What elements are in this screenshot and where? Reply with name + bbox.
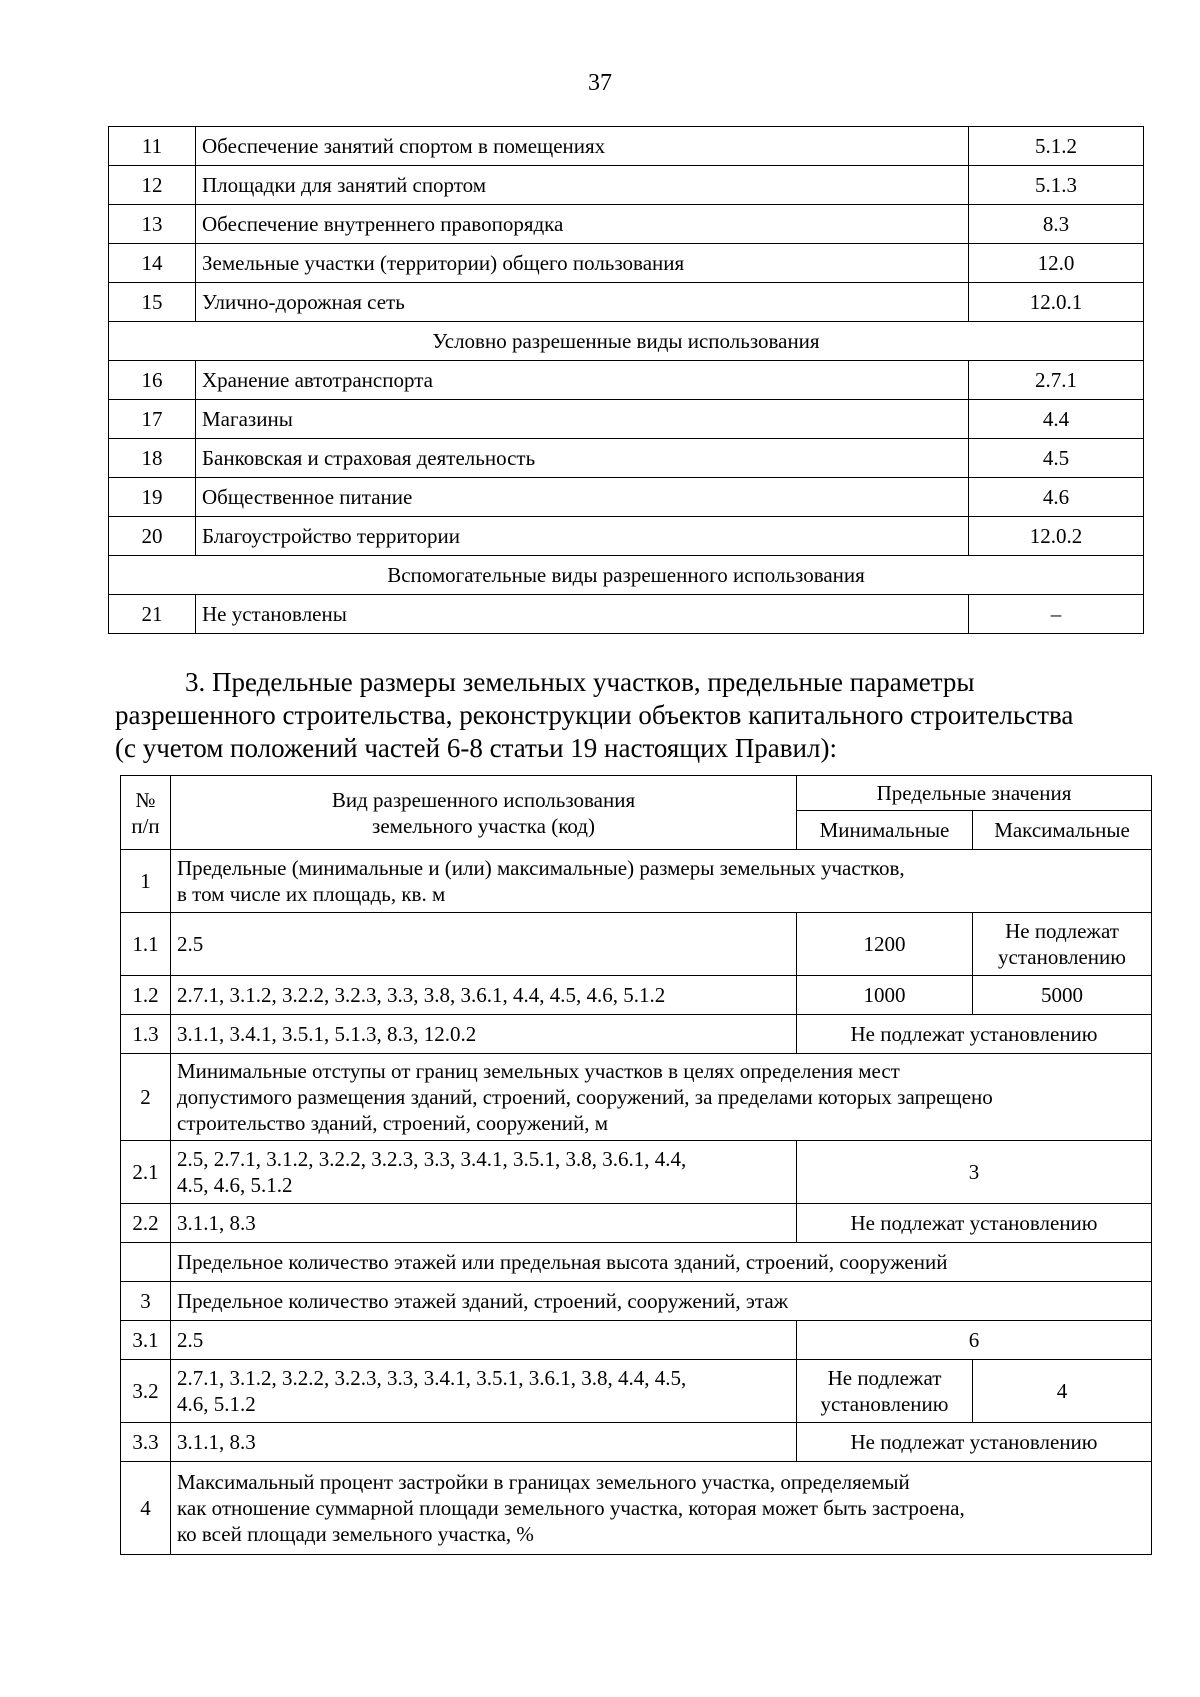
text-line: 2.7.1, 3.1.2, 3.2.2, 3.2.3, 3.3, 3.4.1, 3.5.1, 3.6.1, 3.8, 4.4, 4.5, — [177, 1366, 687, 1390]
text-line: в том числе их площадь, кв. м — [177, 882, 446, 906]
header-number-line: № — [135, 787, 156, 812]
min-value: 1000 — [797, 976, 973, 1015]
header-min: Минимальные — [797, 811, 973, 850]
header-limits: Предельные значения — [797, 776, 1152, 811]
use-name: Магазины — [196, 400, 969, 439]
header-type-line: Вид разрешенного использования — [331, 787, 636, 812]
row-description — [171, 1462, 1152, 1555]
row-number: 20 — [109, 517, 196, 556]
table-row — [109, 439, 1144, 478]
row-number: 3.1 — [121, 1321, 171, 1360]
table-row — [109, 244, 1144, 283]
use-codes: 2.5 — [171, 913, 797, 976]
limit-value: Не подлежат установлению — [797, 1204, 1152, 1243]
row-number: 19 — [109, 478, 196, 517]
table-row — [121, 913, 1152, 976]
header-max: Максимальные — [973, 811, 1152, 850]
table-row — [109, 478, 1144, 517]
use-codes — [171, 1141, 797, 1204]
header-number — [121, 776, 171, 850]
max-value: 5000 — [973, 976, 1152, 1015]
limit-value: 3 — [797, 1141, 1152, 1204]
table-row — [121, 1054, 1152, 1141]
text-line: 4.6, 5.1.2 — [177, 1392, 256, 1416]
row-description: Предельное количество этажей зданий, строений, сооружений, этаж — [171, 1282, 1152, 1321]
use-code: 5.1.2 — [969, 127, 1144, 166]
text-line: установлению — [820, 1392, 949, 1416]
text-line: допустимого размещения зданий, строений, сооружений, за пределами которых запрещено — [177, 1085, 993, 1109]
row-number: 16 — [109, 361, 196, 400]
use-code: 2.7.1 — [969, 361, 1144, 400]
use-name: Благоустройство территории — [196, 517, 969, 556]
use-codes: 3.1.1, 8.3 — [171, 1423, 797, 1462]
use-name: Хранение автотранспорта — [196, 361, 969, 400]
limits-table — [120, 775, 1152, 1555]
text-line: Не подлежат — [827, 1366, 942, 1390]
table-row — [121, 850, 1152, 913]
table-row — [121, 1282, 1152, 1321]
text-line: Не подлежат — [1005, 919, 1119, 943]
use-name: Обеспечение внутреннего правопорядка — [196, 205, 969, 244]
table-row — [121, 1423, 1152, 1462]
row-number: 3 — [121, 1282, 171, 1321]
table-row — [109, 283, 1144, 322]
table-row — [121, 1321, 1152, 1360]
use-name: Не установлены — [196, 595, 969, 634]
use-codes: 2.7.1, 3.1.2, 3.2.2, 3.2.3, 3.3, 3.8, 3.6.1, 4.4, 4.5, 4.6, 5.1.2 — [171, 976, 797, 1015]
table-row — [121, 1204, 1152, 1243]
row-number: 1.1 — [121, 913, 171, 976]
limit-value: Не подлежат установлению — [797, 1423, 1152, 1462]
section-header-row — [109, 322, 1144, 361]
text-line: как отношение суммарной площади земельного участка, которая может быть застроена, — [177, 1496, 965, 1520]
text-line: 2.5, 2.7.1, 3.1.2, 3.2.2, 3.2.3, 3.3, 3.4.1, 3.5.1, 3.8, 3.6.1, 4.4, — [177, 1147, 687, 1171]
row-number: 18 — [109, 439, 196, 478]
section-3-paragraph — [115, 666, 1145, 765]
table-row — [121, 1360, 1152, 1423]
table-row — [109, 517, 1144, 556]
table-row — [109, 595, 1144, 634]
section-heading: Предельное количество этажей или предельная высота зданий, строений, сооружений — [171, 1243, 1152, 1282]
use-name: Улично-дорожная сеть — [196, 283, 969, 322]
use-codes: 3.1.1, 3.4.1, 3.5.1, 5.1.3, 8.3, 12.0.2 — [171, 1015, 797, 1054]
page-number: 37 — [588, 70, 612, 96]
row-number: 14 — [109, 244, 196, 283]
row-number: 17 — [109, 400, 196, 439]
use-code: 4.6 — [969, 478, 1144, 517]
text-line: ко всей площади земельного участка, % — [177, 1522, 534, 1546]
use-codes — [171, 1360, 797, 1423]
text-line: установлению — [998, 945, 1126, 969]
row-number: 21 — [109, 595, 196, 634]
section-header-row — [109, 556, 1144, 595]
row-number: 1.3 — [121, 1015, 171, 1054]
table-row — [109, 400, 1144, 439]
use-code: 8.3 — [969, 205, 1144, 244]
row-number: 2.1 — [121, 1141, 171, 1204]
row-number: 1 — [121, 850, 171, 913]
table-row — [121, 1141, 1152, 1204]
limit-value: 6 — [797, 1321, 1152, 1360]
header-row — [121, 776, 1152, 811]
table-row — [109, 127, 1144, 166]
row-number: 3.2 — [121, 1360, 171, 1423]
table-row — [121, 1015, 1152, 1054]
max-value: 4 — [973, 1360, 1152, 1423]
max-value — [973, 913, 1152, 976]
paragraph-line: разрешенного строительства, реконструкции объектов капитального строительства — [115, 700, 1074, 730]
text-line: Предельные (минимальные и (или) максимальные) размеры земельных участков, — [177, 856, 905, 880]
permitted-uses-table — [108, 126, 1144, 634]
row-number: 3.3 — [121, 1423, 171, 1462]
use-name: Общественное питание — [196, 478, 969, 517]
table-row — [109, 166, 1144, 205]
use-code: 12.0.2 — [969, 517, 1144, 556]
row-number: 1.2 — [121, 976, 171, 1015]
min-value — [797, 1360, 973, 1423]
table-row — [121, 1243, 1152, 1282]
row-number — [121, 1243, 171, 1282]
limit-value: Не подлежат установлению — [797, 1015, 1152, 1054]
use-code: 12.0 — [969, 244, 1144, 283]
use-code: 5.1.3 — [969, 166, 1144, 205]
section-auxiliary: Вспомогательные виды разрешенного использования — [109, 556, 1144, 595]
table-row — [121, 976, 1152, 1015]
row-number: 15 — [109, 283, 196, 322]
row-number: 12 — [109, 166, 196, 205]
row-number: 4 — [121, 1462, 171, 1555]
paragraph-line: 3. Предельные размеры земельных участков, предельные параметры — [185, 667, 975, 697]
header-use-type — [171, 776, 797, 850]
text-line: строительство зданий, строений, сооружений, м — [177, 1111, 609, 1135]
use-name: Площадки для занятий спортом — [196, 166, 969, 205]
header-type-line: земельного участка (код) — [372, 813, 595, 838]
text-line: 4.5, 4.6, 5.1.2 — [177, 1173, 293, 1197]
table-row — [121, 1462, 1152, 1555]
table-row — [109, 361, 1144, 400]
use-name: Банковская и страховая деятельность — [196, 439, 969, 478]
row-number: 11 — [109, 127, 196, 166]
min-value: 1200 — [797, 913, 973, 976]
table-row — [109, 205, 1144, 244]
row-description — [171, 850, 1152, 913]
paragraph-line: (с учетом положений частей 6-8 статьи 19 настоящих Правил): — [115, 733, 837, 763]
header-number-line: п/п — [131, 813, 160, 838]
row-number: 13 — [109, 205, 196, 244]
text-line: Максимальный процент застройки в границах земельного участка, определяемый — [177, 1470, 910, 1494]
use-code: 12.0.1 — [969, 283, 1144, 322]
use-codes: 2.5 — [171, 1321, 797, 1360]
row-number: 2 — [121, 1054, 171, 1141]
use-name: Земельные участки (территории) общего пользования — [196, 244, 969, 283]
use-code: 4.4 — [969, 400, 1144, 439]
text-line: Минимальные отступы от границ земельных участков в целях определения мест — [177, 1059, 900, 1083]
use-code: – — [969, 595, 1144, 634]
use-name: Обеспечение занятий спортом в помещениях — [196, 127, 969, 166]
row-description — [171, 1054, 1152, 1141]
section-conditional: Условно разрешенные виды использования — [109, 322, 1144, 361]
row-number: 2.2 — [121, 1204, 171, 1243]
use-codes: 3.1.1, 8.3 — [171, 1204, 797, 1243]
use-code: 4.5 — [969, 439, 1144, 478]
